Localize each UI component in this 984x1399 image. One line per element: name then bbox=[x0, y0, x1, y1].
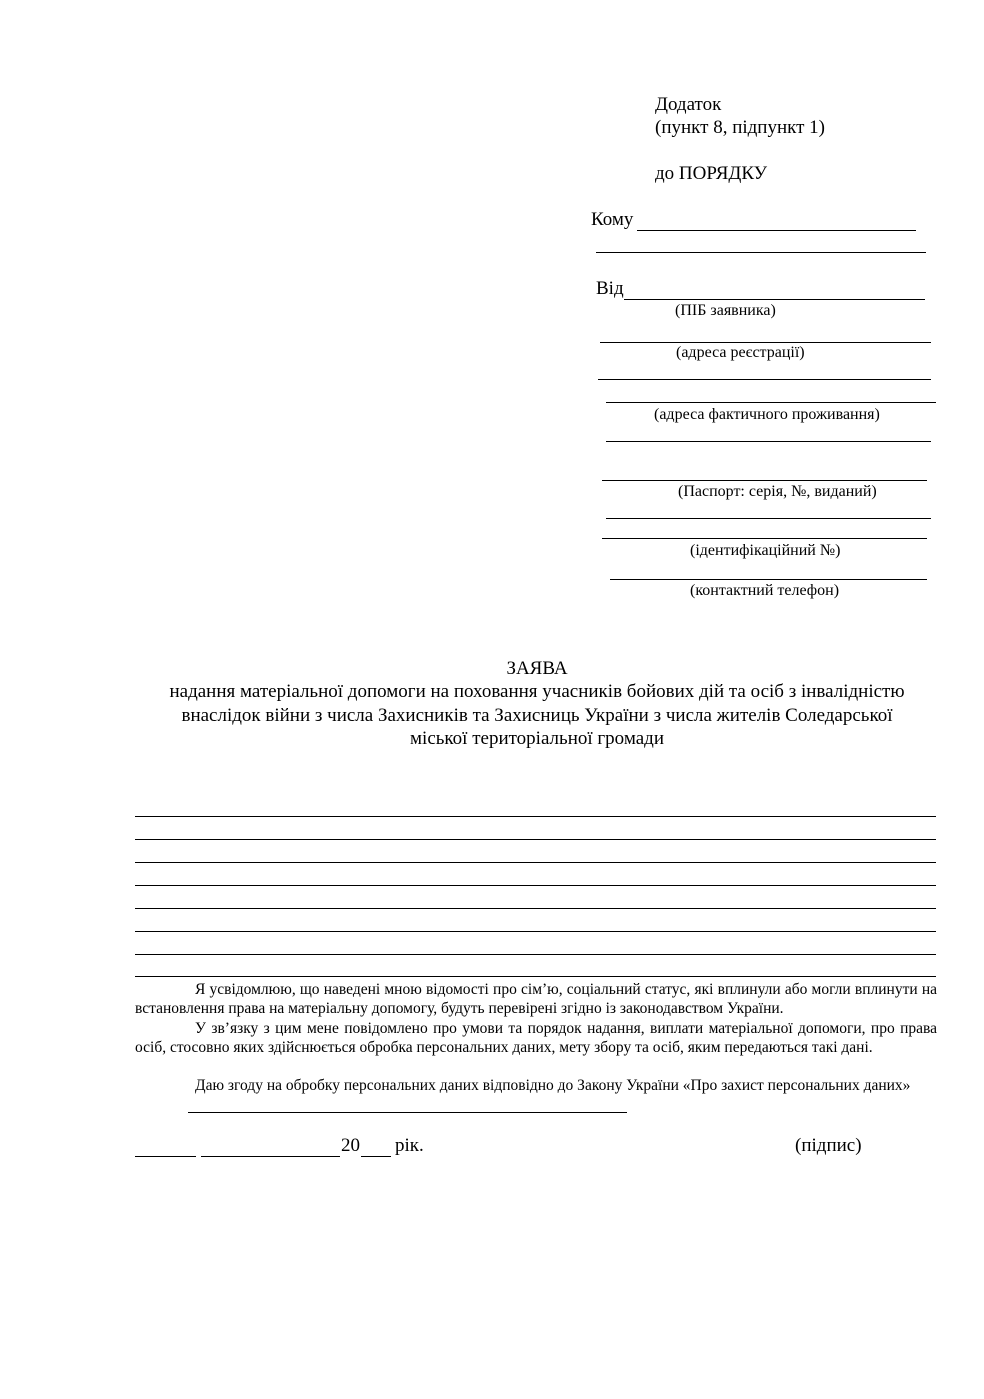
informed-text: У зв’язку з цим мене повідомлено про умови та порядок надання, виплати матеріальної допомоги, про права осіб, стосовно яких здійснюється обробка персональних даних, мету збору та осіб, яким передаються такі дані. bbox=[135, 1020, 937, 1056]
passport-line[interactable] bbox=[602, 480, 927, 481]
awareness-statement bbox=[135, 980, 937, 1018]
to-field-line[interactable] bbox=[637, 230, 916, 231]
text-line-8[interactable] bbox=[135, 976, 936, 977]
text-line-2[interactable] bbox=[135, 839, 936, 840]
year-prefix: 20 bbox=[341, 1135, 360, 1156]
from-field-line[interactable] bbox=[624, 299, 925, 300]
from-label: Від bbox=[596, 278, 624, 299]
addendum-label: Додаток bbox=[655, 94, 722, 115]
text-line-5[interactable] bbox=[135, 908, 936, 909]
informed-statement bbox=[135, 1019, 937, 1057]
reg-address-caption: (адреса реєстрації) bbox=[676, 344, 805, 361]
text-line-4[interactable] bbox=[135, 885, 936, 886]
pib-caption: (ПІБ заявника) bbox=[675, 302, 776, 319]
actual-address-line[interactable] bbox=[606, 402, 936, 403]
text-line-7[interactable] bbox=[135, 954, 936, 955]
title-line-2: внаслідок війни з числа Захисників та Захисниць України з числа жителів Соледарської bbox=[181, 705, 893, 726]
actual-address-line-2[interactable] bbox=[606, 441, 931, 442]
tax-id-line[interactable] bbox=[602, 538, 927, 539]
text-line-1[interactable] bbox=[135, 816, 936, 817]
text-line-6[interactable] bbox=[135, 931, 936, 932]
date-month-line[interactable] bbox=[201, 1156, 340, 1157]
date-day-line[interactable] bbox=[135, 1156, 196, 1157]
year-suffix: рік. bbox=[395, 1135, 424, 1156]
tax-id-caption: (ідентифікаційний №) bbox=[690, 542, 841, 559]
document-heading: ЗАЯВА bbox=[506, 658, 568, 679]
actual-address-caption: (адреса фактичного проживання) bbox=[654, 406, 880, 423]
clause-label: (пункт 8, підпункт 1) bbox=[655, 117, 826, 138]
phone-caption: (контактний телефон) bbox=[690, 582, 840, 599]
address-line-2[interactable] bbox=[598, 379, 931, 380]
phone-line[interactable] bbox=[610, 579, 927, 580]
text-line-3[interactable] bbox=[135, 862, 936, 863]
title-line-1: надання матеріальної допомоги на поховання учасників бойових дій та осіб з інвалідністю bbox=[169, 681, 905, 702]
awareness-text: Я усвідомлюю, що наведені мною відомості про сім’ю, соціальний статус, які вплинули або могли вплинути на встановлення права на матеріальну допомогу, будуть перевірені згідно із законодавством України. bbox=[135, 981, 937, 1017]
date-year-line[interactable] bbox=[361, 1156, 391, 1157]
signature-label: (підпис) bbox=[795, 1135, 862, 1156]
to-field-line-2[interactable] bbox=[596, 252, 926, 253]
to-label: Кому bbox=[591, 209, 634, 230]
passport-caption: (Паспорт: серія, №, виданий) bbox=[678, 483, 877, 500]
consent-text: Даю згоду на обробку персональних даних відповідно до Закону України «Про захист персональних даних» bbox=[195, 1077, 911, 1094]
title-line-3: міської територіальної громади bbox=[410, 728, 664, 749]
order-label: до ПОРЯДКУ bbox=[655, 163, 768, 184]
consent-statement bbox=[135, 1076, 937, 1095]
passport-line-2[interactable] bbox=[606, 518, 931, 519]
consent-signature-line[interactable] bbox=[188, 1112, 627, 1113]
